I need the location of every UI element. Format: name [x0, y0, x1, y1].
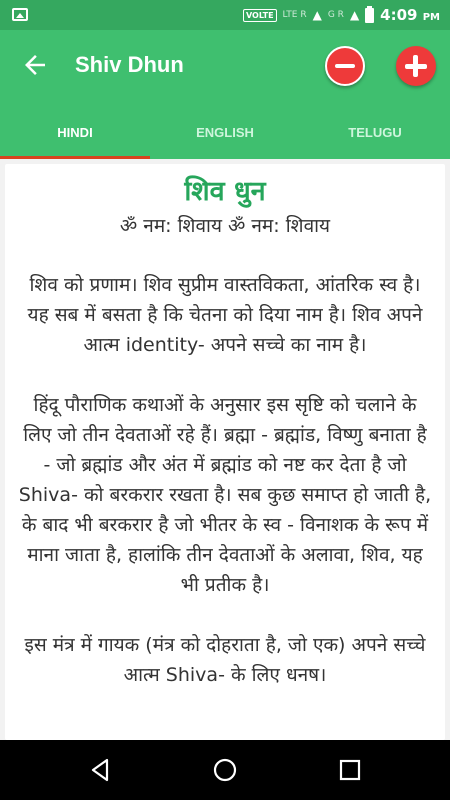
content-area[interactable] — [0, 159, 450, 740]
g-label: G R — [327, 10, 344, 20]
decrease-text-size-button[interactable] — [325, 46, 365, 86]
paragraph: हिंदू पौराणिक कथाओं के अनुसार इस सृष्टि को चलाने के लिए जो तीन देवताओं रहे हैं। ब्रह्मा - ब्रह्मांड, विष्णु बनाता है - जो ब्रह्मांड और अंत में ब्रह्मांड को नष्ट कर देता है जो Shiva- को बरकरार रखता है। सब कुछ समाप्त हो जाती है, के बाद भी बरकरार है जो भीतर के स्व - विनाशक के रूप में माना जाता है, हालांकि तीन देवताओं के अलावा, शिव, यह भी प्रतीक है। — [18, 394, 432, 596]
app-bar — [0, 30, 450, 105]
nav-recent-icon[interactable] — [335, 755, 365, 785]
lyrics-card — [5, 164, 445, 740]
mantra-line: ॐ नम: शिवाय ॐ नम: शिवाय — [119, 215, 331, 237]
clock-time: 4:09 — [380, 6, 418, 24]
status-bar — [0, 0, 450, 30]
status-indicators — [243, 0, 440, 30]
battery-icon — [365, 8, 374, 23]
volte-badge: VOLTE — [243, 9, 277, 22]
clock-ampm: PM — [422, 12, 440, 23]
signal-icon: ▲ — [312, 8, 322, 22]
nav-back-icon[interactable] — [85, 755, 115, 785]
minus-icon — [335, 64, 355, 68]
tab-hindi[interactable]: HINDI — [0, 105, 150, 159]
signal-icon: ▲ — [349, 8, 360, 22]
page-title: Shiv Dhun — [75, 52, 184, 77]
clock — [380, 6, 440, 24]
language-tabs — [0, 105, 450, 159]
paragraph: इस मंत्र में गायक (मंत्र को दोहराता है, जो एक) अपने सच्चे आत्म Shiva- के लिए धनष। — [24, 634, 426, 686]
increase-text-size-button[interactable] — [396, 46, 436, 86]
image-icon — [12, 8, 28, 21]
nav-home-icon[interactable] — [210, 755, 240, 785]
tab-english[interactable]: ENGLISH — [196, 124, 254, 140]
hymn-heading: शिव धुन — [184, 176, 266, 207]
paragraph: शिव को प्रणाम। शिव सुप्रीम वास्तविकता, आंतरिक स्व है। यह सब में बसता है कि चेतना को दिया नाम है। शिव अपने आत्म identity- अपने सच्चे का नाम है। — [27, 274, 423, 356]
back-arrow-icon[interactable] — [20, 50, 50, 80]
lte-label: LTE R — [282, 10, 307, 20]
tab-telugu[interactable]: TELUGU — [348, 124, 402, 140]
system-nav-bar — [0, 740, 450, 800]
